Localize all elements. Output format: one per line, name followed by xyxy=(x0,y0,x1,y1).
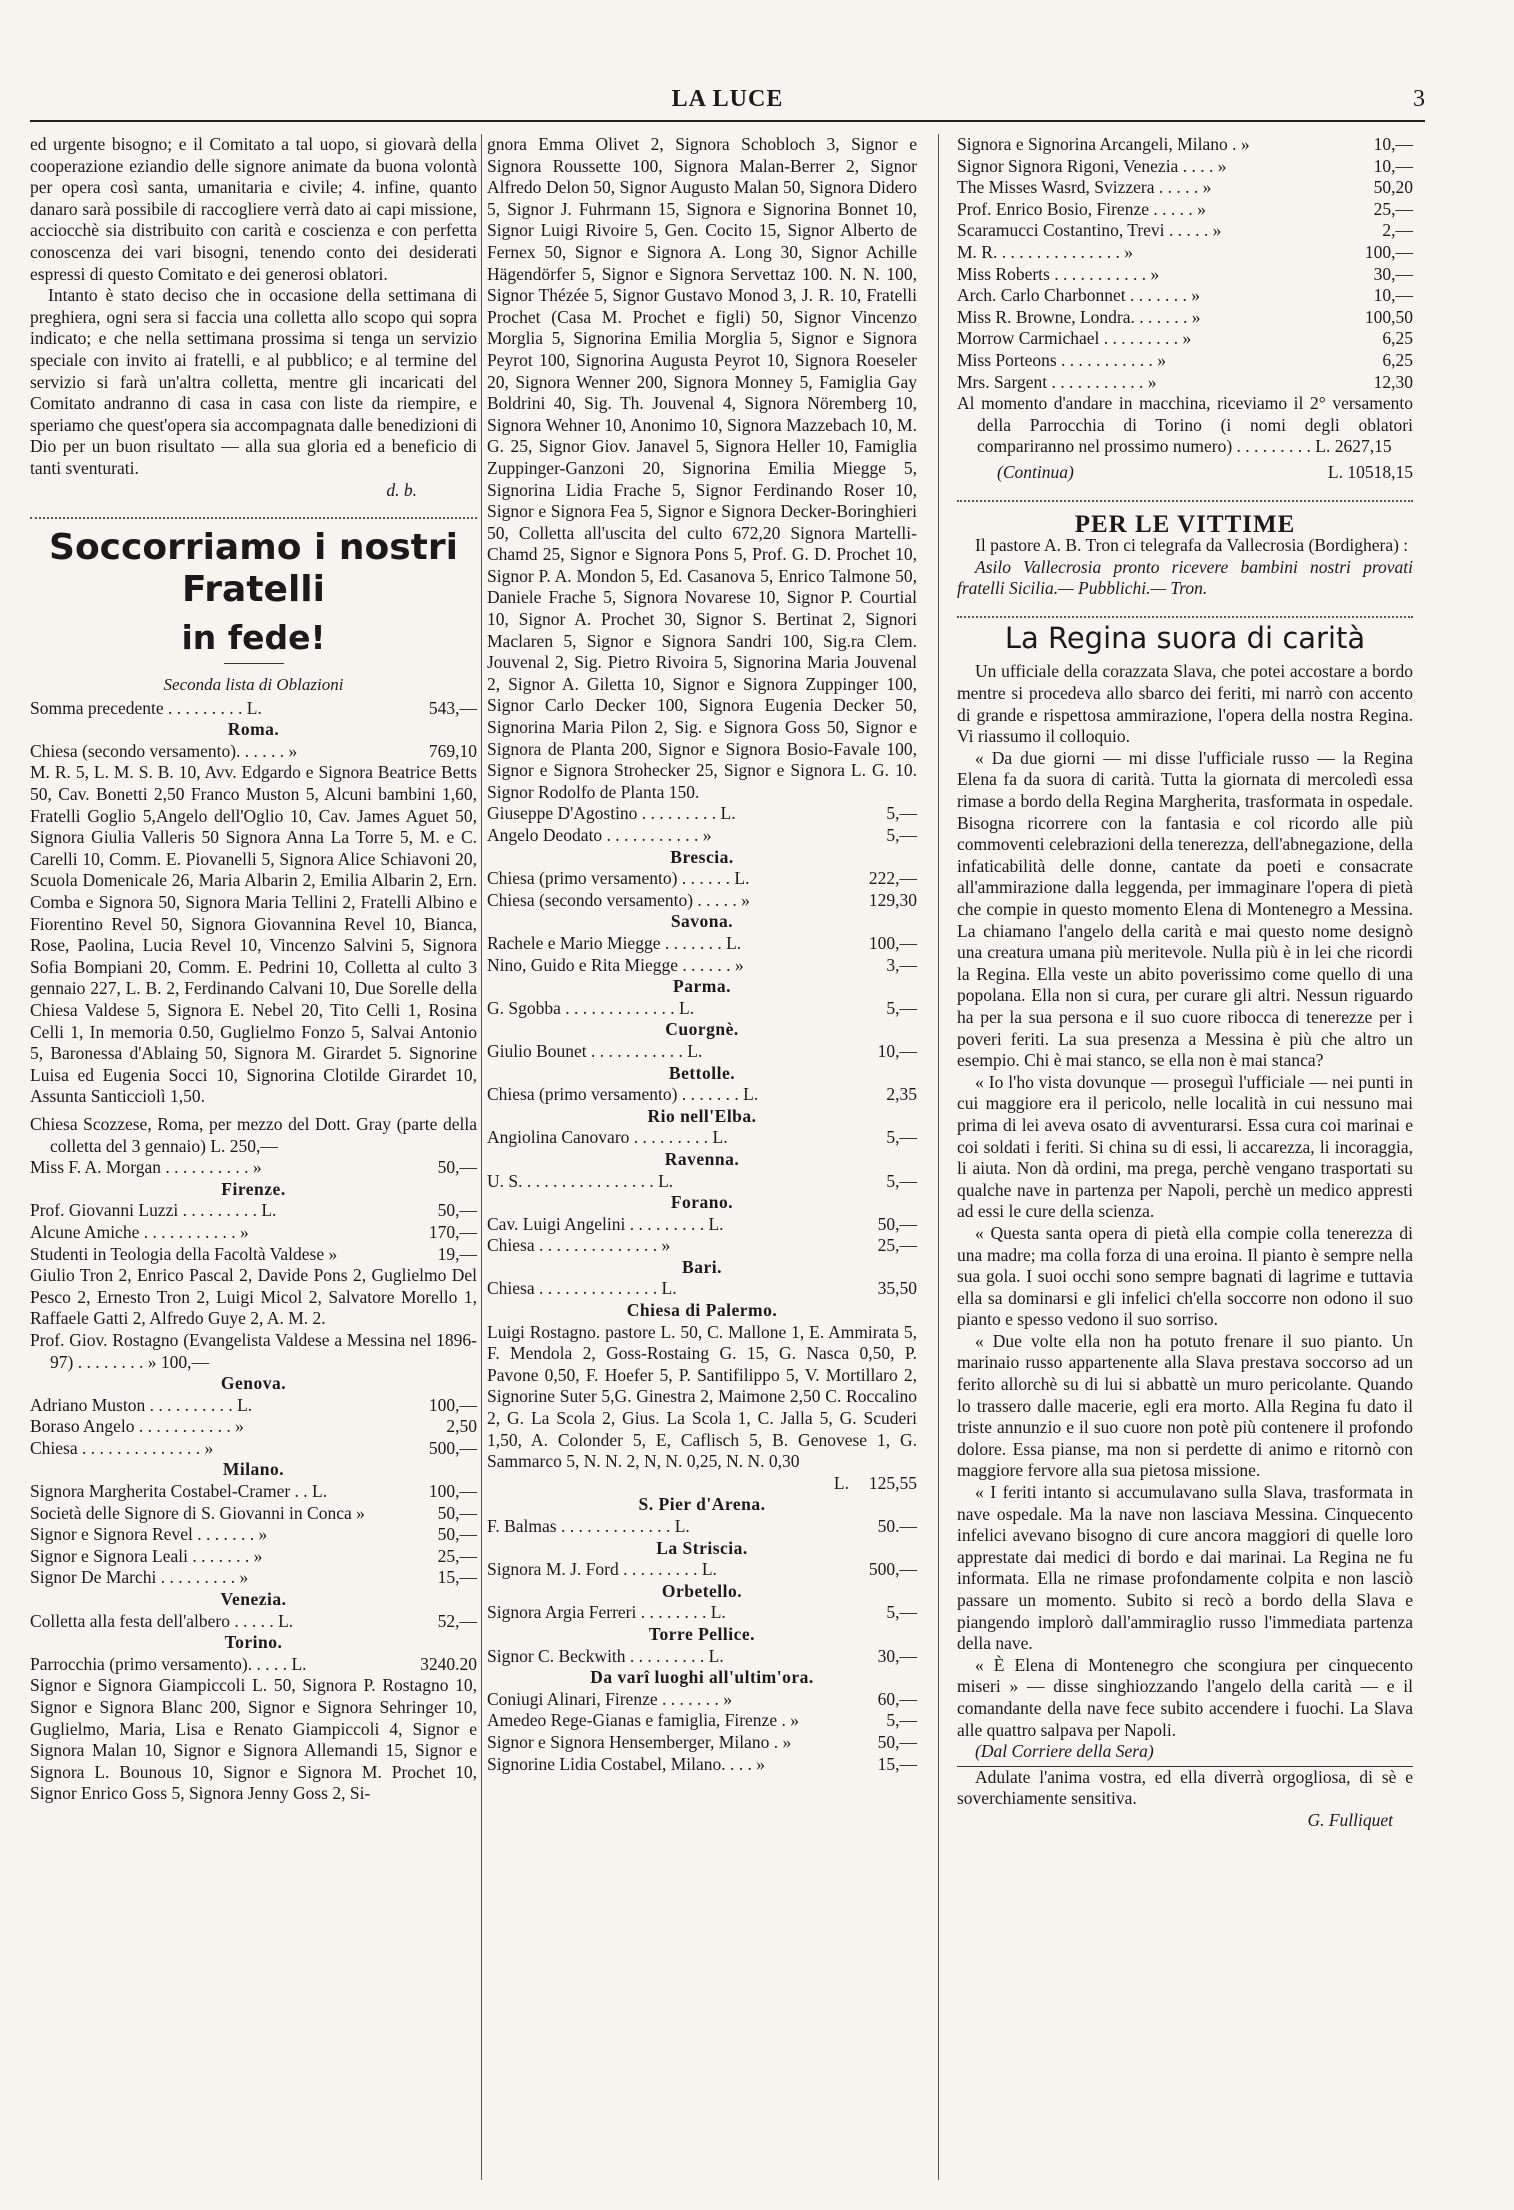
list-row: Parrocchia (primo versamento). . . . . L. 3240.20 xyxy=(30,1653,477,1674)
headline-line-1: Soccorriamo i nostri Fratelli xyxy=(49,527,458,611)
donor-entry: Prof. Giov. Rostagno (Evangelista Valdese a Messina nel 1896-97) . . . . . . . . » 100,— xyxy=(30,1329,477,1372)
list-row: Mrs. Sargent . . . . . . . . . . . » 12,30 xyxy=(957,371,1413,392)
intro-paragraph-2: Intanto è stato deciso che in occasione della settimana di preghiera, ogni sera si faccia una colletta allo scopo qui sopra indicato; e che nella settimana prossima si tenga un servizio speciale con invito ai fratelli, e al pubblico; e al termine del servizio si farà un'altra colletta, mentre gli incaricati del Comitato andranno di casa in casa con liste da riempire, e speriamo che quest'opera sia accompagnata dalle benedizioni di Dio per un buon risultato — alla sua gloria ed a beneficio di tanti sventurati. xyxy=(30,285,477,478)
city-heading: La Striscia. xyxy=(656,1537,748,1558)
list-row: Signora M. J. Ford . . . . . . . . . L. 500,— xyxy=(487,1559,917,1580)
city-heading: Forano. xyxy=(670,1192,734,1213)
list-row: Miss Roberts . . . . . . . . . . . » 30,— xyxy=(957,263,1413,284)
regina-paragraph: « Questa santa opera di pietà ella compie colla tenerezza di una madre; ma colla forza di una eroina. Il pianto è sempre nella sua gola. I suoi occhi sono sempre bagnati di lagrime e tuttavia ella sa dominarsi e gli infelici ch'ella soccorre non odono il suo pianto e spesso vedono il suo sorriso. xyxy=(957,1222,1413,1330)
list-row: Boraso Angelo . . . . . . . . . . . » 2,50 xyxy=(30,1416,477,1437)
continua-label: (Continua) xyxy=(997,461,1074,482)
city-heading: Torre Pellice. xyxy=(648,1623,756,1644)
source-citation: (Dal Corriere della Sera) xyxy=(957,1741,1413,1767)
city-heading: Da varî luoghi all'ultim'ora. xyxy=(590,1667,814,1688)
city-heading: Genova. xyxy=(220,1373,287,1394)
city-heading: Ravenna. xyxy=(664,1148,740,1169)
list-row: Angelo Deodato . . . . . . . . . . . » 5,— xyxy=(487,825,917,845)
total-amount: L. 10518,15 xyxy=(1327,461,1413,482)
intro-paragraph-1: ed urgente bisogno; e il Comitato a tal uopo, si giovarà della cooperazione eziandio delle signore animate da buona volontà per opera così santa, umanitaria e civile; 4. infine, quanto danaro sarà possibile di raccogliere verrà dato ai capi missione, acciocchè sia distribuito con carità e coscienza e con perfetta conoscenza dei vari bisogni, tenendo conto dei desiderati espressi di questo Comitato e dei generosi oblatori. xyxy=(30,134,477,284)
list-row: Signor e Signora Revel . . . . . . . » 50,— xyxy=(30,1524,477,1545)
list-row: Chiesa . . . . . . . . . . . . . . » 25,— xyxy=(487,1235,917,1256)
list-row: Coniugi Alinari, Firenze . . . . . . . » 60,— xyxy=(487,1688,917,1709)
list-row: Signor De Marchi . . . . . . . . . » 15,— xyxy=(30,1567,477,1588)
city-heading: Firenze. xyxy=(221,1178,286,1199)
list-row: Scaramucci Costantino, Trevi . . . . . » 2,— xyxy=(957,220,1413,241)
list-row: Miss Porteons . . . . . . . . . . . » 6,25 xyxy=(957,349,1413,370)
vittime-quote: Asilo Vallecrosia pronto ricevere bambini nostri provati fratelli Sicilia.— Pubblichi.— Tron. xyxy=(957,556,1413,599)
vittime-text: Il pastore A. B. Tron ci telegrafa da Vallecrosia (Bordighera) : xyxy=(975,535,1409,556)
regina-paragraph: « Da due giorni — mi disse l'ufficiale russo — la Regina Elena fa da suora di carità. Tutta la giornata di mercoledì essa rimase a bordo della Regina Margherita, trasformata in ospedale. Bisogna ricorrere con la fantasia e col ricordo alle più commoventi celebrazioni della tenerezza, dell'abnegazione, della infaticabilità delle donne, cantate da poeti e consacrate all'ammirazione dalla leggenda, per immaginare l'opera di pietà che compie in questo momento Elena di Montenegro a Messina. La chiamano l'angelo della carità e mai questo nome designò una creatura umana più meritevole. Nulla più è in lei che ricordi la Regina. Ella veste un abito poverissimo come quello di una popolana. Ella non si cura, per curare gli altri. Nessun riguardo ha per la sua persona e il suo cuore ribocca di tenerezze per i poveri feriti. La sua presenza a Messina è più che altro un esempio. Chi è mai stanco, se ella non è mai stanca? xyxy=(957,747,1413,1071)
list-row: Signora e Signorina Arcangeli, Milano . » 10,— xyxy=(957,134,1413,154)
city-heading: Bettolle. xyxy=(668,1062,736,1083)
list-row: Signora Margherita Costabel-Cramer . . L. 100,— xyxy=(30,1481,477,1502)
list-row: Signora Argia Ferreri . . . . . . . . L. 5,— xyxy=(487,1602,917,1623)
column-2 xyxy=(487,134,917,1775)
donor-entry: Chiesa Scozzese, Roma, per mezzo del Dott. Gray (parte della colletta del 3 gennaio) L. 250,— xyxy=(30,1113,477,1156)
column-divider-1 xyxy=(481,134,482,2180)
list-subtitle: Seconda lista di Oblazioni xyxy=(163,675,344,695)
city-heading: Orbetello. xyxy=(661,1580,743,1601)
list-row: Colletta alla festa dell'albero . . . . . L. 52,— xyxy=(30,1610,477,1631)
regina-paragraph: « È Elena di Montenegro che scongiura per cinquecento miseri » — disse singhiozzando l'angelo della carità — e il comandante della nave fece subito accendere i fuochi. La Slava alle quattro salpava per Napoli. xyxy=(957,1654,1413,1740)
list-row: Prof. Enrico Bosio, Firenze . . . . . » 25,— xyxy=(957,198,1413,219)
city-heading: Rio nell'Elba. xyxy=(647,1105,757,1126)
list-row: Morrow Carmichael . . . . . . . . . » 6,25 xyxy=(957,328,1413,349)
list-row: Prof. Giovanni Luzzi . . . . . . . . . L. 50,— xyxy=(30,1200,477,1221)
list-row: Alcune Amiche . . . . . . . . . . . » 170,— xyxy=(30,1221,477,1242)
wavy-divider xyxy=(957,492,1413,502)
list-row: Signor C. Beckwith . . . . . . . . . L. 30,— xyxy=(487,1645,917,1666)
wavy-divider xyxy=(957,608,1413,618)
donor-list-torino-continued: gnora Emma Olivet 2, Signora Schobloch 3, Signor e Signora Roussette 100, Signora Malan-Berrer 2, Signor Alfredo Delon 50, Signor Augusto Malan 50, Signora Didero 5, Signor J. Fuhrmann 15, Signora e Signorina Bonnet 10, Signor Luigi Rivoire 5, Gen. Cocito 15, Signor Alberto de Fernex 50, Signor e Signora A. Long 30, Signor Achille Hägendörfer 5, Signor e Signora Servettaz 100. N. N. 100, Signor Thézée 5, Signor Gustavo Monod 3, J. R. 10, Fratelli Prochet (Casa M. Prochet e figli) 50, Signor Vincenzo Morglia 5, Signorina Emilia Morglia 5, Signor e Signora Peyrot 100, Signorina Augusta Peyrot 10, Signora Roeseler 20, Signora Wenner 200, Signora Monney 5, Famiglia Gay Boldrini 40, Sig. Th. Jouvenal 4, Signora Nöremberg 10, Signora Wehner 10, Anonimo 10, Signora Mazzebach 10, M. G. 25, Signor Giov. Janavel 5, Signora Heller 10, Famiglia Zuppinger-Ganzoni 20, Signorina Emilia Miegge 5, Signorina Lidia Frache 5, Signor Ferdinando Roser 10, Signor e Signora Fea 5, Signor e Signora Decker-Boringhieri 50, Colletta all'uscita del culto 672,20 Signora Martelli-Chamd 25, Signor e Signora Pons 5, Prof. G. D. Prochet 10, Signor P. A. Mondon 5, Ed. Casanova 5, Enrico Talmone 50, Daniele Frache 5, Signora Novarese 10, Signor P. Courtial 10, Signor A. Prochet 30, Signor S. Bertinat 2, Signori Maclaren 5, Signor e Signora Sandri 100, Sig.ra Clem. Jouvenal 2, Sig. Pietro Rivoira 5, Signorina Maria Jouvenal 2, Signor A. Giletta 10, Signor e Signora Zuppinger 100, Signor Carlo Decker 100, Signora Eugenia Decker 50, Signorina Maria Pilon 2, Sig. e Signora Goss 50, Signor e Signora de Planta 200, Signor e Signora Bosio-Favale 100, Signor e Signora Strohecker 25, Signor e Signora L. G. 10. Signor Rodolfo de Planta 150. xyxy=(487,134,917,802)
list-row: Adriano Muston . . . . . . . . . . L. 100,— xyxy=(30,1394,477,1415)
list-row: Nino, Guido e Rita Miegge . . . . . . » 3,— xyxy=(487,954,917,975)
vittime-title: PER LE VITTIME xyxy=(1074,510,1296,538)
closing-signature: G. Fulliquet xyxy=(1307,1809,1393,1830)
donor-list-palermo: Luigi Rostagno. pastore L. 50, C. Mallone 1, E. Ammirata 5, F. Mendola 2, Goss-Rostaing G. 15, G. Nasca 0,50, P. Pavone 0,50, F. Hoefer 5, P. Santifilippo 5, V. Mortillaro 2, Signorine Suter 5,G. Ginestra 2, Maimone 2,50 C. Roccalino 2, G. La Scola 2, Gius. La Scola 1, C. Jalla 5, G. Scuderi 1,50, A. Colonder 5, E, Caflisch 5, B. Genovese 1, G. Sammarco 5, N. N. 2, N, N. 0,25, N. N. 0,30 xyxy=(487,1321,917,1472)
closing-quote: Adulate l'anima vostra, ed ella diverrà orgogliosa, di sè e soverchiamente sensitiva. xyxy=(957,1766,1413,1809)
city-heading: Milano. xyxy=(222,1459,285,1480)
city-heading: Brescia. xyxy=(670,846,734,867)
list-row: Studenti in Teologia della Facoltà Valdese » 19,— xyxy=(30,1243,477,1264)
continua-row xyxy=(957,462,1413,484)
article-signature: d. b. xyxy=(386,479,417,500)
city-heading: Bari. xyxy=(682,1256,722,1277)
list-row: L. 125,55 xyxy=(833,1472,917,1493)
regina-paragraph: Un ufficiale della corazzata Slava, che potei accostare a bordo mentre si procedeva allo sbarco dei feriti, mi narrò con accento di grande e rispettosa ammirazione, l'opera della nostra Regina. Vi riassumo il colloquio. xyxy=(957,661,1413,747)
donor-list-firenze: Giulio Tron 2, Enrico Pascal 2, Davide Pons 2, Guglielmo Del Pesco 2, Ernesto Tron 2, Luigi Micol 2, Salvatore Morello 1, Raffaele Gatti 2, Alfredo Guye 2, A. M. 2. xyxy=(30,1265,477,1329)
column-1 xyxy=(30,134,477,1805)
list-row: Chiesa (primo versamento) . . . . . . L. 222,— xyxy=(487,868,917,889)
torino-note: Al momento d'andare in macchina, riceviamo il 2° versamento della Parrocchia di Torino (i nomi degli oblatori compariranno nel prossimo numero) . . . . . . . . . L. 2627,15 xyxy=(957,393,1413,457)
list-row: Angiolina Canovaro . . . . . . . . . L. 5,— xyxy=(487,1127,917,1148)
newspaper-title: LA LUCE xyxy=(671,86,784,112)
list-row: Rachele e Mario Miegge . . . . . . . L. 100,— xyxy=(487,932,917,953)
regina-paragraph: « I feriti intanto si accumulavano sulla Slava, trasformata in nave ospedale. Ma la nave non lasciava Messina. Cinquecento infelici avevano bisogno di cure ancora maggiori di quelle loro apprestate dai medici di bordo e dai marinai. La Regina ne fu informata. Ella ne rimase profondamente colpita e non lasciò passare un momento. Subito si recò a bordo della Slava e piangendo implorò dall'ammiraglio russo l'immediata partenza della nave. xyxy=(957,1482,1413,1654)
list-row: Somma precedente . . . . . . . . . L. 543,— xyxy=(30,697,477,718)
regina-paragraph: « Io l'ho vista dovunque — proseguì l'ufficiale — nei punti in cui maggiore era il pericolo, nelle località in cui nessuno mai prima di lei aveva osato di avventurarsi. Essa cura coi marinai e coi soldati i feriti. Si china su di essi, li accarezza, li incoraggia, li aiuta. Non dà ordini, ma prega, perchè vengano trasportati su qualche nave in partenza per Napoli, perchè un medico appresti ad essi le cure della scienza. xyxy=(957,1071,1413,1222)
list-row: Chiesa . . . . . . . . . . . . . . » 500,— xyxy=(30,1437,477,1458)
list-row: Signorine Lidia Costabel, Milano. . . . » 15,— xyxy=(487,1753,917,1774)
column-divider-2 xyxy=(938,134,939,2180)
list-row: U. S. . . . . . . . . . . . . . . . L. 5,— xyxy=(487,1170,917,1191)
city-heading: Roma. xyxy=(227,719,280,740)
list-row: M. R. . . . . . . . . . . . . . . » 100,— xyxy=(957,241,1413,262)
donor-list-torino: Signor e Signora Giampiccoli L. 50, Signora P. Rostagno 10, Signor e Signora Blanc 200, Signor e Signora Sehringer 10, Guglielmo, Maria, Lisa e Renato Giampiccoli 4, Signor e Signora Malan 10, Signor e Signora Allemandi 15, Signor e Signora L. Bounous 10, Signor e Signora M. Prochet 10, Signor Enrico Goss 5, Signora Jenny Goss 2, Si- xyxy=(30,1675,477,1804)
list-row: Miss F. A. Morgan . . . . . . . . . . » 50,— xyxy=(30,1157,477,1178)
city-heading: Cuorgnè. xyxy=(665,1019,739,1040)
list-row: Chiesa . . . . . . . . . . . . . . L. 35,50 xyxy=(487,1278,917,1299)
list-row: Chiesa (primo versamento) . . . . . . . L. 2,35 xyxy=(487,1084,917,1105)
list-row: The Misses Wasrd, Svizzera . . . . . » 50,20 xyxy=(957,177,1413,198)
headline-line-2: in fede! xyxy=(181,618,326,658)
page-header xyxy=(30,84,1425,122)
list-row: Signor e Signora Hensemberger, Milano . » 50,— xyxy=(487,1731,917,1752)
list-row: Chiesa (secondo versamento) . . . . . » 129,30 xyxy=(487,889,917,910)
donor-list-roma: M. R. 5, L. M. S. B. 10, Avv. Edgardo e Signora Beatrice Betts 50, Cav. Bonetti 2,50 Franco Muston 5, Alcuni bambini 1,60, Fratelli Goglio 5,Angelo dell'Oglio 10, Cav. James Aguet 50, Signora Giulia Valleris 50 Signora Anna La Torre 5, M. e C. Carelli 10, Comm. E. Piovanelli 5, Signora Alice Schiavoni 20, Scuola Domenicale 26, Maria Albarin 2, Emilia Albarin 2, Ern. Comba e Signora 50, Signora Maria Tellini 2, Fratelli Albino e Fiorentino Revel 50, Signora Giovannina Revel 10, Bianca, Rose, Paolina, Lucia Revel 10, Vincenzo Salvini 5, Signora Sofia Bompiani 20, Comm. E. Pedrini 10, Colletta al culto 3 gennaio 227, L. B. 2, Ferdinando Calvani 10, Due Sorelle della Chiesa Valdese 5, Signora E. Nebel 20, Tito Celli 1, Rosina Celli 1, In memoria 0.50, Guglielmo Fonzo 5, Salvai Antonio 5, Baronessa d'Ablaing 50, Signora M. Girardet 5. Signorine Luisa ed Eugenia Socci 10, Signorina Clotilde Girardet 10, Assunta Santicciolì 1,50. xyxy=(30,762,477,1107)
list-row: G. Sgobba . . . . . . . . . . . . . L. 5,— xyxy=(487,997,917,1018)
city-heading: S. Pier d'Arena. xyxy=(638,1494,766,1515)
list-row: Giuseppe D'Agostino . . . . . . . . . L. 5,— xyxy=(487,803,917,824)
city-heading: Parma. xyxy=(673,976,731,997)
list-row: Giulio Bounet . . . . . . . . . . . L. 10,— xyxy=(487,1040,917,1061)
short-rule xyxy=(224,663,284,664)
list-row: Cav. Luigi Angelini . . . . . . . . . L. 50,— xyxy=(487,1213,917,1234)
list-row: Signor e Signora Leali . . . . . . . » 25,— xyxy=(30,1545,477,1566)
city-heading: Savona. xyxy=(670,911,734,932)
column-3 xyxy=(957,134,1413,1832)
list-row: Miss R. Browne, Londra. . . . . . . » 100,50 xyxy=(957,306,1413,327)
list-row: Società delle Signore di S. Giovanni in Conca » 50,— xyxy=(30,1502,477,1523)
list-row: Chiesa (secondo versamento). . . . . . » 769,10 xyxy=(30,740,477,761)
list-row: F. Balmas . . . . . . . . . . . . . L. 50.— xyxy=(487,1516,917,1536)
regina-paragraph: « Due volte ella non ha potuto frenare il suo pianto. Un marinaio russo appartenente alla Slava prestava soccorso ad un ferito allorchè su di lui si abbattè un muro pericolante. Quando lo trassero dalle macerie, egli era morto. Alla Regina fu dato il triste annunzio e il suo cuore non potè più contenere il profondo dolore. Essa pianse, ma non si perdette di animo e ritornò con maggiore fervore alla sua pietosa missione. xyxy=(957,1330,1413,1481)
list-row: Amedeo Rege-Gianas e famiglia, Firenze . » 5,— xyxy=(487,1710,917,1731)
city-heading: Chiesa di Palermo. xyxy=(626,1300,778,1321)
city-heading: Venezia. xyxy=(220,1589,287,1610)
list-row: Signor Signora Rigoni, Venezia . . . . » 10,— xyxy=(957,155,1413,176)
wavy-divider xyxy=(30,509,477,519)
city-heading: Torino. xyxy=(224,1632,283,1653)
list-row: Arch. Carlo Charbonnet . . . . . . . » 10,— xyxy=(957,285,1413,306)
regina-title: La Regina suora di carità xyxy=(1004,620,1366,655)
page-number: 3 xyxy=(1413,86,1425,112)
